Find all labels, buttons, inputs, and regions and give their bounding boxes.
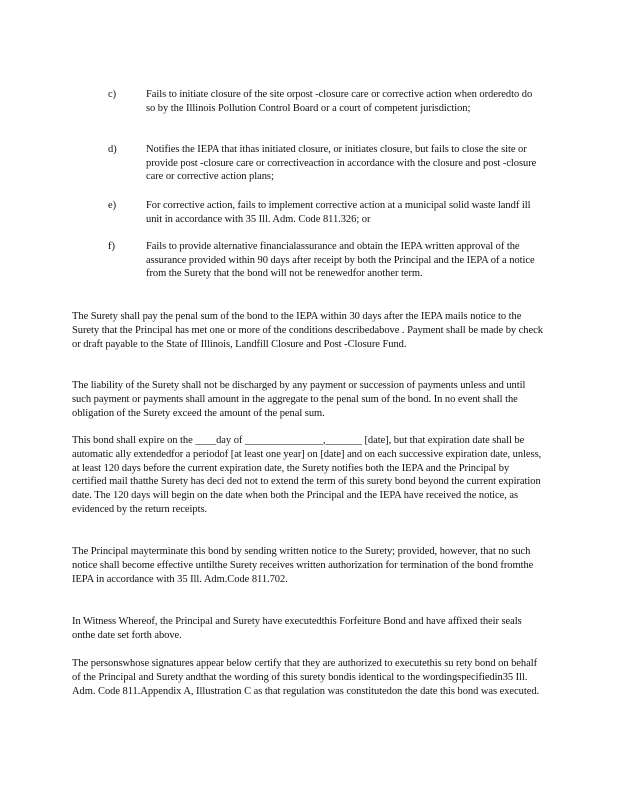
paragraph-termination: The Principal mayterminate this bond by sending written notice to the Surety; provided, however, that no such notice shall become effective untilthe Surety receives written authorization for termination of the bond fromthe IEPA in accordance with 35 Ill. Adm.Code 811.702. [72, 546, 534, 585]
paragraph-expiration: This bond shall expire on the ____day of _______________,_______ [date], but that expiration date shall be automatic ally extendedfor a periodof [at least one year] on [date] and on each successive expiration date, unless, at least 120 days before the current expiration date, the Surety notifies both the IEPA and the Principal by certified mail thatthe Surety has deci ded not to extend the term of this surety bond beyond the current expiration date. The 120 days will begin on the date when both the Principal and the IEPA have received the notice, as evidenced by the return receipts. [72, 435, 542, 515]
list-item-text: Fails to provide alternative financialassurance and obtain the IEPA written approval of the assurance provided within 90 days after receipt by both the Principal and the IEPA of a notice from the Surety that the bond will not be renewedfor another term. [146, 241, 535, 280]
list-item-text: For corrective action, fails to implement corrective action at a municipal solid waste landf ill unit in accordance with 35 Ill. Adm. Code 811.326; or [146, 200, 531, 225]
list-item-text: Notifies the IEPA that ithas initiated closure, or initiates closure, but fails to close the site or provide post -closure care or correctiveaction in accordance with the closure and post -closure care or corrective action plans; [146, 144, 537, 183]
list-item-letter: e) [108, 200, 117, 211]
list-item-text: Fails to initiate closure of the site orpost -closure care or corrective action when orderedto do so by the Illinois Pollution Control Board or a court of competent jurisdiction; [146, 89, 533, 114]
paragraph-liability: The liability of the Surety shall not be discharged by any payment or succession of payments unless and until such payment or payments shall amount in the aggregate to the penal sum of the bond. In no event shall the obligation of the Surety exceed the amount of the penal sum. [72, 380, 526, 419]
list-item-letter: f) [108, 241, 115, 252]
paragraph-signatures: The personswhose signatures appear below certify that they are authorized to executethis su rety bond on behalf of the Principal and Surety andthat the wording of this surety bondis identical to the wordingspecifiedin35 Ill. Adm. Code 811.Appendix A, Illustration C as that regulation was constitutedon the date this bond was executed. [72, 658, 540, 697]
paragraph-witness: In Witness Whereof, the Principal and Surety have executedthis Forfeiture Bond and have affixed their seals onthe date set forth above. [72, 616, 522, 641]
list-item-letter: d) [108, 144, 117, 155]
list-item-letter: c) [108, 89, 117, 100]
paragraph-payment: The Surety shall pay the penal sum of the bond to the IEPA within 30 days after the IEPA mails notice to the Surety that the Principal has met one or more of the conditions describedabove . Payment shall be made by check or draft payable to the State of Illinois, Landfill Closure and Post -Closure Fund. [72, 311, 543, 350]
